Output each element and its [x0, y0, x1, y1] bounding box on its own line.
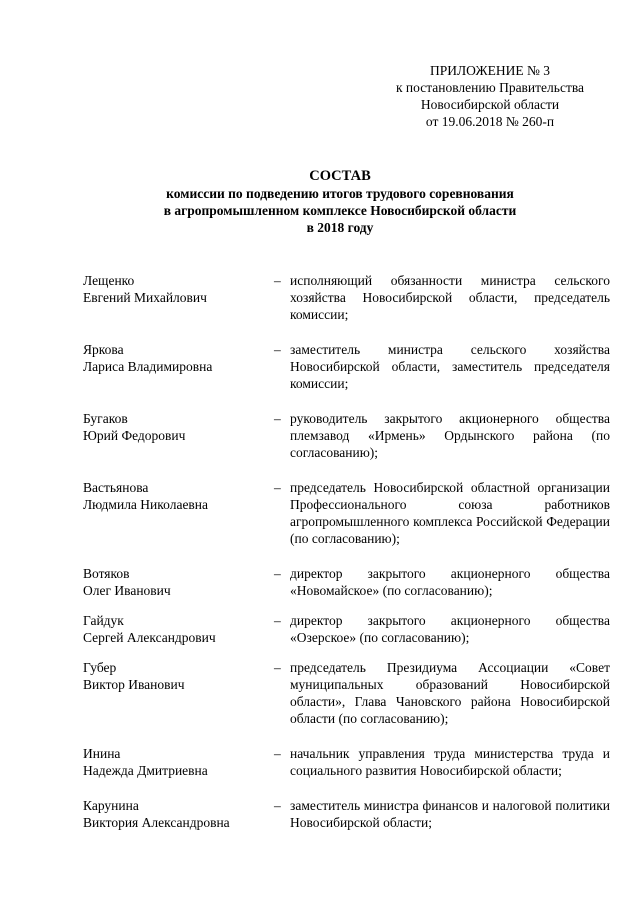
member-entry	[83, 612, 610, 646]
member-dash: –	[274, 660, 281, 675]
appendix-header	[370, 62, 610, 130]
appendix-resolution-ref: к постановлению Правительства	[395, 80, 585, 95]
member-entry	[83, 410, 610, 461]
member-dash: –	[274, 480, 281, 495]
member-given-names: Виктория Александровна	[83, 815, 230, 830]
member-entry	[83, 272, 610, 323]
member-name	[83, 565, 268, 599]
member-dash: –	[274, 746, 281, 761]
member-entry	[83, 659, 610, 727]
member-position: заместитель министра сельского хозяйства Новосибирской области, заместитель председателя комиссии;	[290, 342, 610, 391]
title-line-1: комиссии по подведению итогов трудового соревнования	[166, 186, 514, 201]
appendix-number: ПРИЛОЖЕНИЕ № 3	[429, 63, 551, 78]
appendix-region: Новосибирской области	[420, 97, 560, 112]
member-surname: Губер	[83, 660, 117, 675]
member-list	[83, 272, 610, 831]
title-line-3: в 2018 году	[306, 220, 374, 235]
member-name	[83, 659, 268, 693]
appendix-date-number: от 19.06.2018 № 260-п	[425, 114, 555, 129]
member-given-names: Лариса Владимировна	[83, 359, 213, 374]
member-name	[83, 341, 268, 375]
member-given-names: Олег Иванович	[83, 583, 171, 598]
member-given-names: Сергей Александрович	[83, 630, 216, 645]
member-given-names: Людмила Николаевна	[83, 497, 209, 512]
member-position: руководитель закрытого акционерного общества племзавод «Ирмень» Ордынского района (по согласованию);	[290, 411, 610, 460]
member-surname: Лещенко	[83, 273, 135, 288]
member-name	[83, 612, 268, 646]
member-name	[83, 745, 268, 779]
member-surname: Бугаков	[83, 411, 128, 426]
member-position: председатель Президиума Ассоциации «Совет муниципальных образований Новосибирской области», Глава Чановского района Новосибирской области (по согласованию);	[290, 660, 610, 726]
member-position: заместитель министра финансов и налоговой политики Новосибирской области;	[290, 798, 610, 830]
member-surname: Карунина	[83, 798, 139, 813]
member-dash: –	[274, 273, 281, 288]
member-surname: Гайдук	[83, 613, 124, 628]
member-dash: –	[274, 411, 281, 426]
member-position: исполняющий обязанности министра сельского хозяйства Новосибирской области, председатель комиссии;	[290, 273, 610, 322]
member-entry	[83, 797, 610, 831]
member-position: начальник управления труда министерства труда и социального развития Новосибирской области;	[290, 746, 610, 778]
title-line-2: в агропромышленном комплексе Новосибирской области	[163, 203, 517, 218]
member-entry	[83, 745, 610, 779]
member-surname: Вотяков	[83, 566, 130, 581]
member-name	[83, 410, 268, 444]
member-position: директор закрытого акционерного общества «Новомайское» (по согласованию);	[290, 566, 610, 598]
document-title	[60, 168, 620, 236]
member-given-names: Юрий Федорович	[83, 428, 186, 443]
member-surname: Яркова	[83, 342, 124, 357]
member-name	[83, 272, 268, 306]
member-given-names: Надежда Дмитриевна	[83, 763, 208, 778]
title-heading: СОСТАВ	[309, 168, 371, 184]
member-given-names: Виктор Иванович	[83, 677, 185, 692]
member-dash: –	[274, 566, 281, 581]
member-position: директор закрытого акционерного общества «Озерское» (по согласованию);	[290, 613, 610, 645]
member-surname: Инина	[83, 746, 121, 761]
member-given-names: Евгений Михайлович	[83, 290, 207, 305]
member-name	[83, 797, 268, 831]
member-entry	[83, 341, 610, 392]
member-position: председатель Новосибирской областной организации Профессионального союза работников агропромышленного комплекса Российской Федерации (по согласованию);	[290, 480, 610, 546]
member-dash: –	[274, 342, 281, 357]
member-entry	[83, 479, 610, 547]
member-name	[83, 479, 268, 513]
member-entry	[83, 565, 610, 599]
member-surname: Вастьянова	[83, 480, 149, 495]
member-dash: –	[274, 798, 281, 813]
member-dash: –	[274, 613, 281, 628]
